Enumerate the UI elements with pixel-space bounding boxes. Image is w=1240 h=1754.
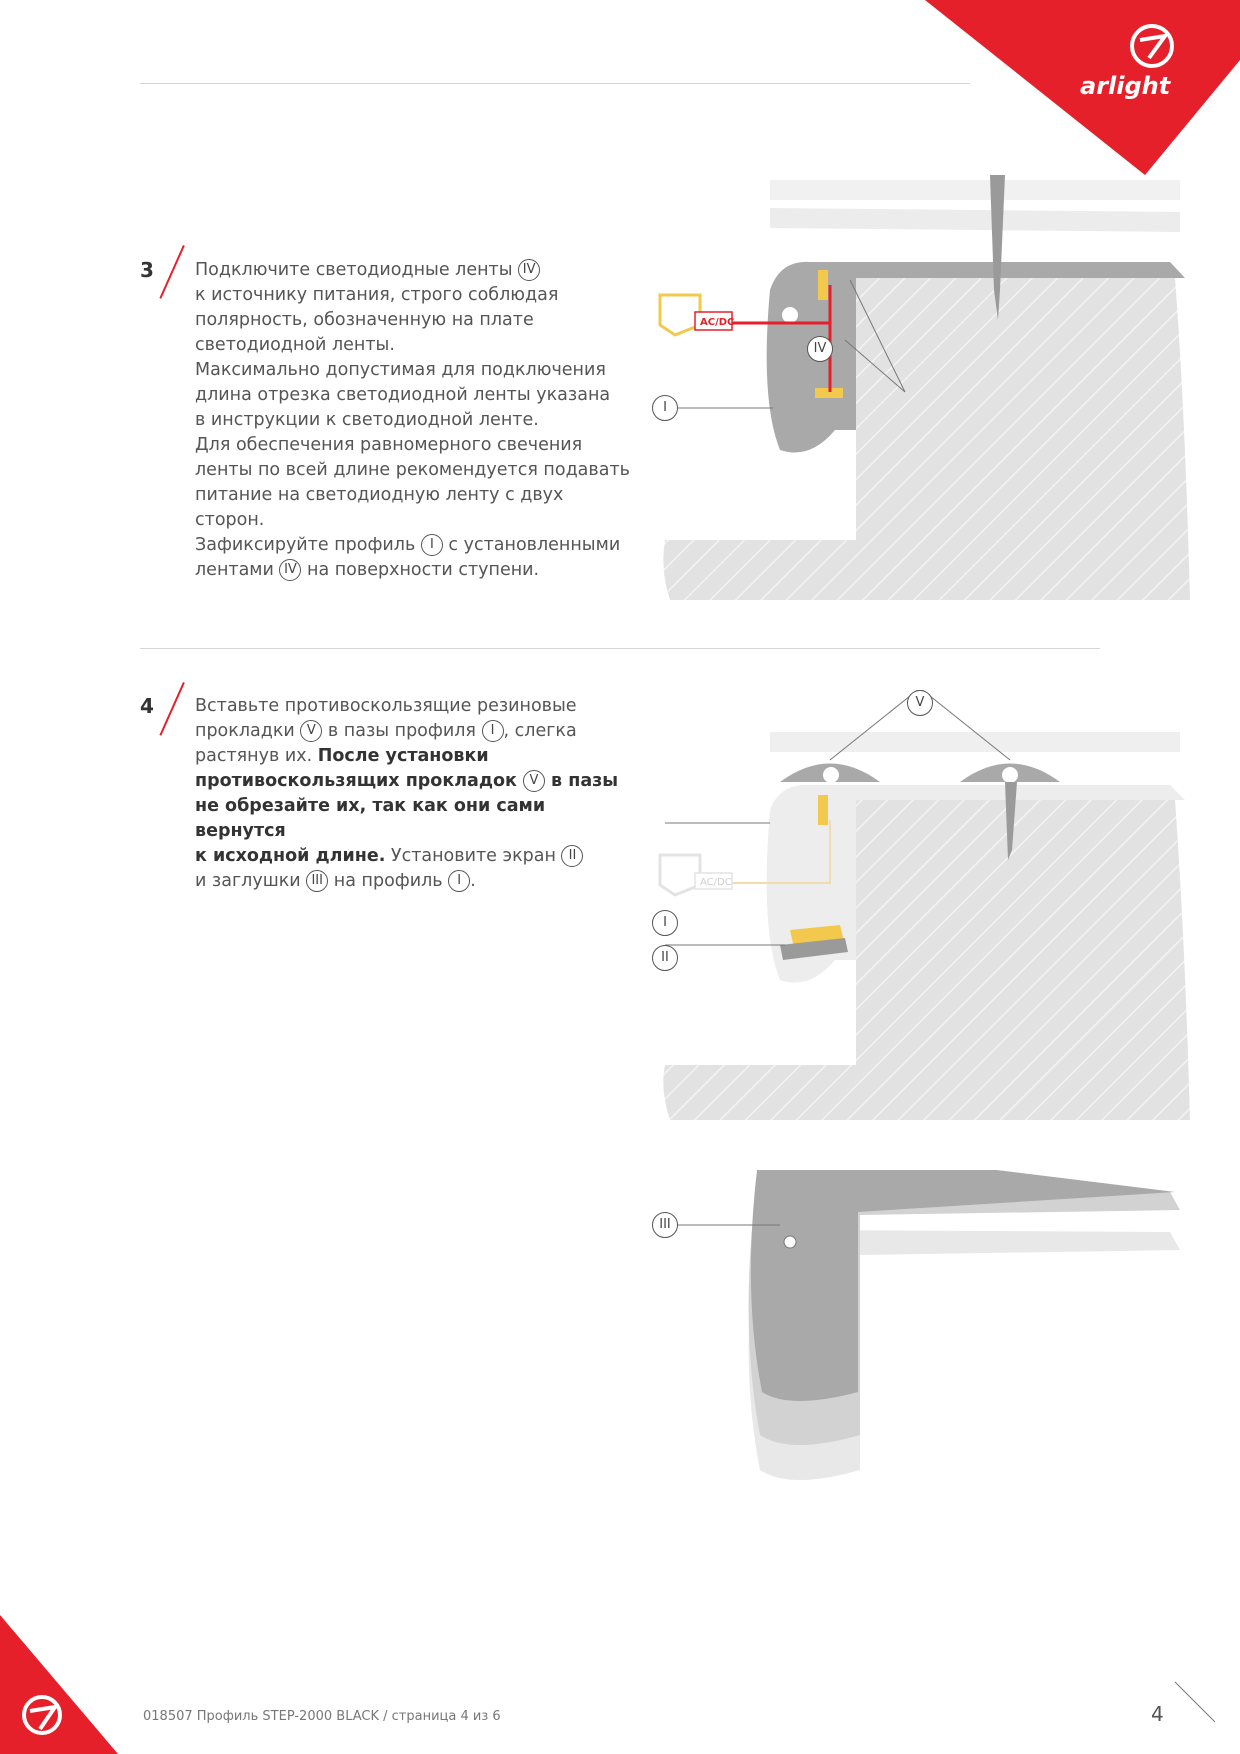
callout-i: I — [652, 910, 678, 936]
power-plug-icon — [660, 295, 700, 335]
callout-iv: IV — [807, 336, 833, 362]
marker-ii: II — [561, 845, 583, 867]
callout-iii: III — [652, 1212, 678, 1238]
callout-i: I — [652, 395, 678, 421]
footer-brand-corner — [0, 1615, 120, 1754]
marker-iv: IV — [279, 559, 301, 581]
step-4-number: 4 — [140, 694, 154, 718]
marker-i: I — [421, 534, 443, 556]
step-3-slash — [159, 245, 184, 299]
stair-step-block — [663, 800, 1190, 1120]
led-strip-top — [818, 270, 828, 300]
top-divider — [140, 83, 970, 84]
diagram-end-cap — [640, 1170, 1200, 1530]
diagram-step-4 — [640, 690, 1200, 1130]
marker-iii: III — [306, 870, 328, 892]
page-number: 4 — [1151, 1702, 1164, 1726]
diagram-step-3 — [640, 160, 1200, 600]
marker-i: I — [448, 870, 470, 892]
step-4-text: Вставьте противоскользящие резиновые прокладки V в пазы профиля I , слегка растянув их. После установки противоскользящих прокладок V в пазы не обрезайте их, так как они сами вернутся к исходной длине. Установите экран II и заглушки III на профиль I . — [195, 696, 619, 891]
power-label-4: AC/DC — [700, 877, 732, 888]
page-corner-slash — [1170, 1680, 1220, 1725]
power-label-3: AC/DC — [700, 317, 735, 328]
power-plug-icon — [660, 855, 700, 895]
brand-logo-text: arlight — [1080, 72, 1171, 100]
marker-i: I — [482, 720, 504, 742]
step-3-number: 3 — [140, 258, 154, 282]
marker-iv: IV — [518, 259, 540, 281]
footer-doc-title: 018507 Профиль STEP-2000 BLACK / страница 4 из 6 — [143, 1709, 501, 1724]
callout-v: V — [907, 690, 933, 716]
stair-step-block — [663, 278, 1190, 600]
step-4-slash — [159, 682, 184, 736]
section-divider — [140, 648, 1100, 649]
step-3-text: Подключите светодиодные ленты IV к источнику питания, строго соблюдая полярность, обозначенную на плате светодиодной ленты. Максимально допустимая для подключения длина отрезка светодиодной ленты указана в инструкции к светодиодной ленте. Для обеспечения равномерного свечения ленты по всей длине рекомендуется подавать питание на светодиодную ленту с двух сторон. Зафиксируйте профиль I с установленными лентами IV на поверхности ступени. — [195, 260, 630, 580]
marker-v: V — [300, 720, 322, 742]
callout-ii: II — [652, 945, 678, 971]
marker-v: V — [523, 770, 545, 792]
